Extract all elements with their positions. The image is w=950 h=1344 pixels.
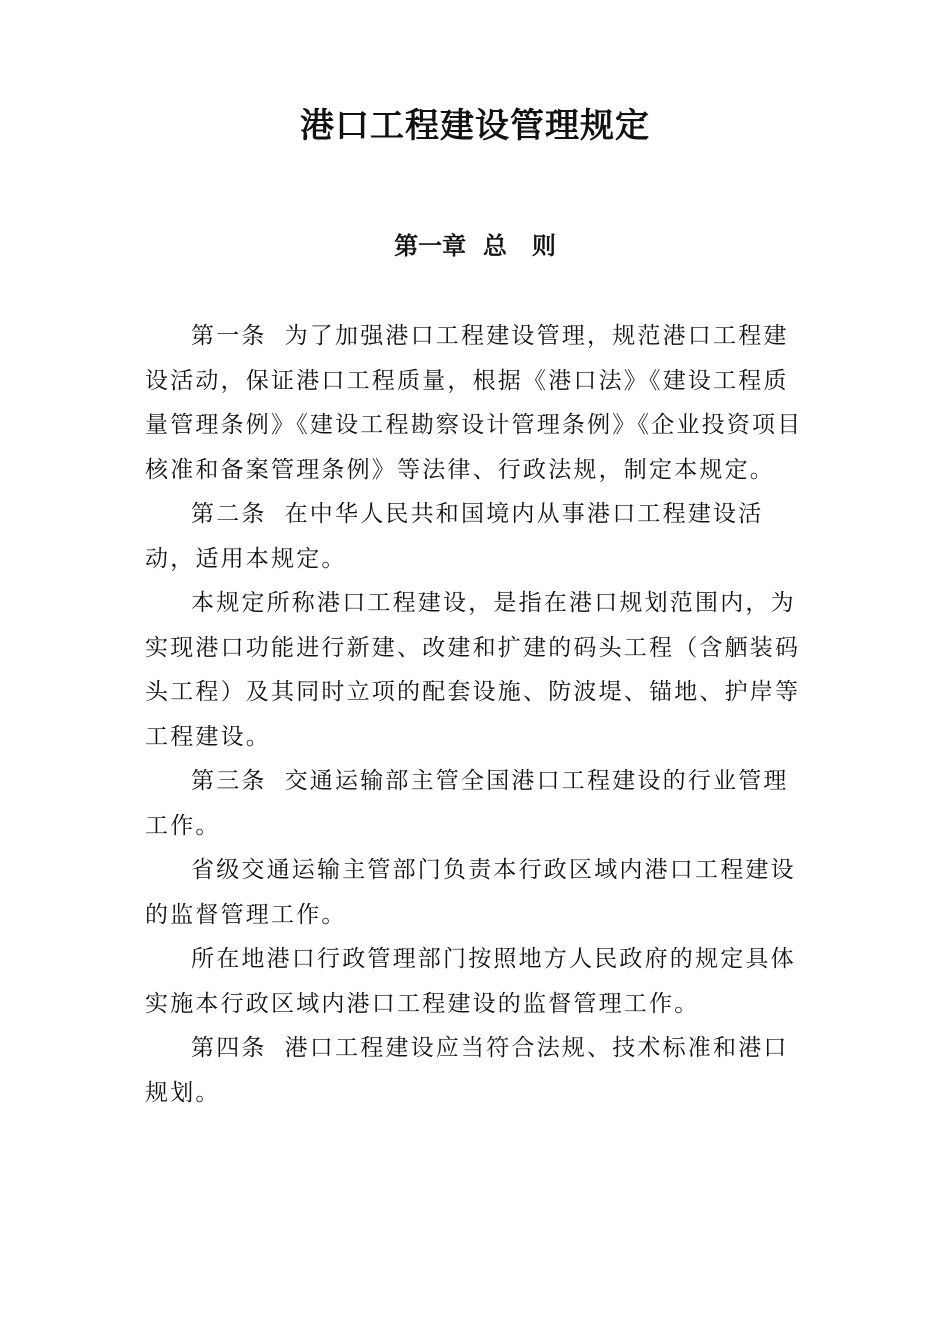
document-title: 港口工程建设管理规定 [300,106,650,146]
chapter-heading: 第一章 总 则 [394,232,556,260]
paragraph-article-2-definition [145,581,805,759]
paragraph-text: 所在地港口行政管理部门按照地方人民政府的规定具体实施本行政区域内港口工程建设的监督管理工作。 [145,946,796,1017]
paragraph-text: 交通运输部主管全国港口工程建设的行业管理工作。 [145,768,789,839]
paragraph-text: 为了加强港口工程建设管理，规范港口工程建设活动，保证港口工程质量，根据《港口法》《建设工程质量管理条例》《建设工程勘察设计管理条例》《企业投资项目核准和备案管理条例》等法律、行政法规，制定本规定。 [145,323,803,483]
document-body [145,314,805,1115]
paragraph-article-1 [145,314,805,492]
paragraph-text: 在中华人民共和国境内从事港口工程建设活动，适用本规定。 [145,501,764,572]
article-number: 第三条 [191,768,267,794]
paragraph-article-4 [145,1026,805,1115]
paragraph-text: 本规定所称港口工程建设，是指在港口规划范围内，为实现港口功能进行新建、改建和扩建的码头工程（含舾装码头工程）及其同时立项的配套设施、防波堤、锚地、护岸等工程建设。 [145,590,801,750]
paragraph-article-3-provincial [145,848,805,937]
paragraph-text: 港口工程建设应当符合法规、技术标准和港口规划。 [145,1035,789,1106]
paragraph-article-3-local [145,937,805,1026]
paragraph-article-2 [145,492,805,581]
article-number: 第二条 [191,501,267,527]
article-number: 第四条 [191,1035,267,1061]
paragraph-article-3 [145,759,805,848]
paragraph-text: 省级交通运输主管部门负责本行政区域内港口工程建设的监督管理工作。 [145,857,796,928]
article-number: 第一条 [191,323,267,349]
